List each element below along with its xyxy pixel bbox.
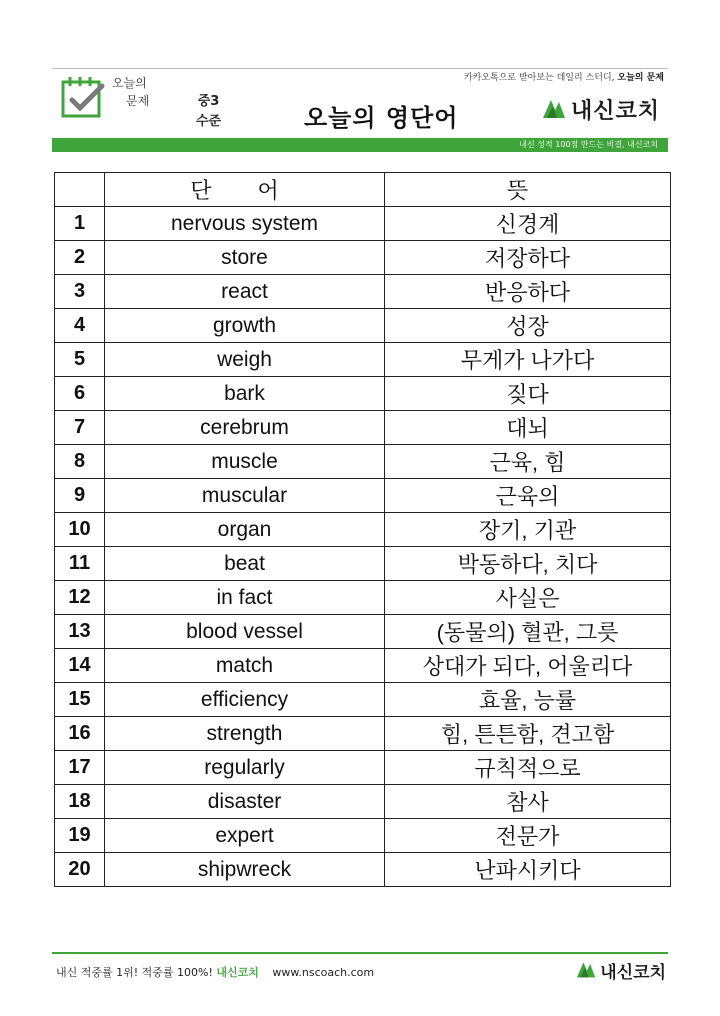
level-line-2: 수준 (196, 114, 222, 129)
page-header (52, 68, 668, 154)
table-row (55, 411, 671, 445)
vocab-table (54, 172, 671, 887)
row-word: growth (105, 309, 385, 343)
col-header-meaning: 뜻 (385, 173, 671, 207)
row-meaning: 힘, 튼튼함, 견고함 (385, 717, 671, 751)
row-word: react (105, 275, 385, 309)
table-row (55, 207, 671, 241)
row-meaning: 박동하다, 치다 (385, 547, 671, 581)
table-row (55, 853, 671, 887)
row-number: 19 (55, 819, 105, 853)
footer-url[interactable]: www.nscoach.com (272, 966, 375, 979)
logo-line-2: 문제 (126, 94, 150, 108)
row-meaning: 대뇌 (385, 411, 671, 445)
brand-logo-icon (575, 959, 597, 983)
footer-slogan (56, 964, 374, 980)
row-word: beat (105, 547, 385, 581)
table-row (55, 785, 671, 819)
table-row (55, 513, 671, 547)
row-number: 9 (55, 479, 105, 513)
row-meaning: 장기, 기관 (385, 513, 671, 547)
row-meaning: 사실은 (385, 581, 671, 615)
row-word: blood vessel (105, 615, 385, 649)
row-word: cerebrum (105, 411, 385, 445)
row-number: 2 (55, 241, 105, 275)
row-number: 12 (55, 581, 105, 615)
footer-slogan-text: 내신 적중률 1위! 적중률 100%! (56, 966, 213, 979)
row-word: in fact (105, 581, 385, 615)
footer-brand-name: 내신코치 (600, 963, 666, 983)
col-header-word: 단 어 (105, 173, 385, 207)
row-meaning: 상대가 되다, 어울리다 (385, 649, 671, 683)
row-word: disaster (105, 785, 385, 819)
footer-brand (575, 958, 666, 983)
table-row (55, 479, 671, 513)
logo-text (112, 74, 149, 110)
row-meaning: 규칙적으로 (385, 751, 671, 785)
row-number: 1 (55, 207, 105, 241)
header-rule (52, 68, 668, 69)
table-row (55, 275, 671, 309)
row-number: 11 (55, 547, 105, 581)
table-row (55, 241, 671, 275)
row-meaning: 짖다 (385, 377, 671, 411)
row-number: 5 (55, 343, 105, 377)
row-meaning: 근육, 힘 (385, 445, 671, 479)
row-number: 7 (55, 411, 105, 445)
row-meaning: (동물의) 혈관, 그릇 (385, 615, 671, 649)
row-word: expert (105, 819, 385, 853)
table-row (55, 615, 671, 649)
table-row (55, 819, 671, 853)
row-word: muscle (105, 445, 385, 479)
row-meaning: 무게가 나가다 (385, 343, 671, 377)
brand-name: 내신코치 (570, 99, 660, 124)
row-meaning: 성장 (385, 309, 671, 343)
row-word: organ (105, 513, 385, 547)
row-word: nervous system (105, 207, 385, 241)
row-word: shipwreck (105, 853, 385, 887)
row-word: regularly (105, 751, 385, 785)
row-number: 13 (55, 615, 105, 649)
table-row (55, 683, 671, 717)
table-header-row (55, 173, 671, 207)
row-meaning: 신경계 (385, 207, 671, 241)
table-row (55, 751, 671, 785)
table-row (55, 717, 671, 751)
row-word: bark (105, 377, 385, 411)
row-number: 16 (55, 717, 105, 751)
tagline-text: 카카오톡으로 받아보는 데일리 스터디, (463, 73, 615, 83)
brand-logo-icon (541, 96, 567, 124)
row-number: 4 (55, 309, 105, 343)
logo-line-1: 오늘의 (112, 76, 147, 90)
row-number: 15 (55, 683, 105, 717)
table-row (55, 377, 671, 411)
table-row (55, 343, 671, 377)
row-word: match (105, 649, 385, 683)
row-meaning: 저장하다 (385, 241, 671, 275)
row-number: 10 (55, 513, 105, 547)
row-number: 3 (55, 275, 105, 309)
table-row (55, 547, 671, 581)
row-number: 20 (55, 853, 105, 887)
row-meaning: 근육의 (385, 479, 671, 513)
header-green-bar (52, 138, 668, 152)
row-word: muscular (105, 479, 385, 513)
col-header-num (55, 173, 105, 207)
row-meaning: 효율, 능률 (385, 683, 671, 717)
row-number: 14 (55, 649, 105, 683)
row-number: 17 (55, 751, 105, 785)
row-word: efficiency (105, 683, 385, 717)
table-row (55, 581, 671, 615)
table-row (55, 649, 671, 683)
table-row (55, 309, 671, 343)
row-number: 18 (55, 785, 105, 819)
green-bar-text: 내신 성적 100점 만드는 비결, 내신코치 (519, 140, 658, 149)
page-footer (52, 952, 668, 988)
row-number: 8 (55, 445, 105, 479)
row-word: weigh (105, 343, 385, 377)
level-label (196, 92, 221, 132)
level-line-1: 중3 (197, 94, 220, 109)
row-meaning: 반응하다 (385, 275, 671, 309)
header-brand (541, 94, 660, 125)
page-title: 오늘의 영단어 (304, 104, 459, 132)
row-number: 6 (55, 377, 105, 411)
footer-slogan-brand: 내신코치 (216, 966, 259, 979)
row-meaning: 전문가 (385, 819, 671, 853)
row-meaning: 난파시키다 (385, 853, 671, 887)
header-tagline (464, 70, 664, 83)
row-word: strength (105, 717, 385, 751)
calendar-check-icon (60, 74, 106, 120)
table-row (55, 445, 671, 479)
row-meaning: 참사 (385, 785, 671, 819)
tagline-bold: 오늘의 문제 (617, 73, 664, 83)
row-word: store (105, 241, 385, 275)
